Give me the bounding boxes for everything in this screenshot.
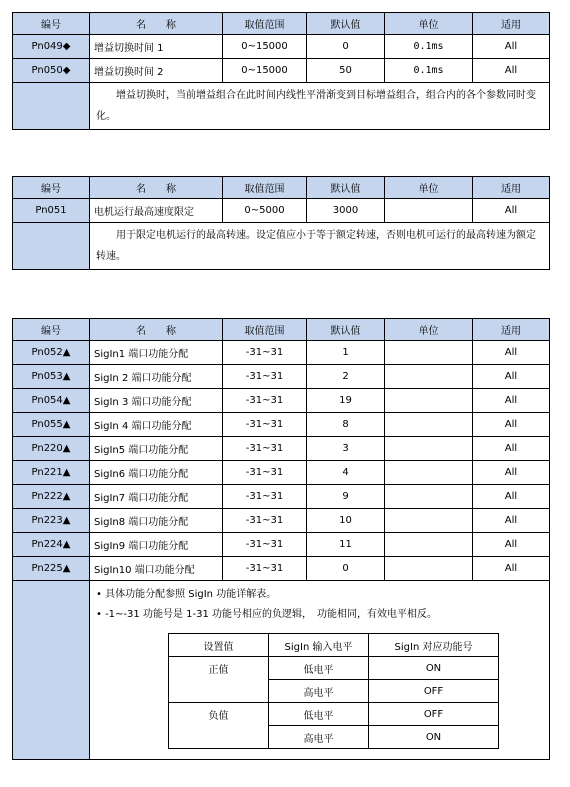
param-range: -31~31 xyxy=(223,557,307,581)
header-range: 取值范围 xyxy=(223,319,307,341)
table-row xyxy=(13,413,550,437)
param-apply: All xyxy=(473,341,550,365)
param-default: 8 xyxy=(307,413,385,437)
header-name: 名 称 xyxy=(90,177,223,199)
param-range: -31~31 xyxy=(223,509,307,533)
param-apply: All xyxy=(473,509,550,533)
param-name: SigIn7 端口功能分配 xyxy=(90,485,223,509)
sub-function: ON xyxy=(369,657,499,680)
param-code: Pn054▲ xyxy=(13,389,90,413)
param-name: SigIn10 端口功能分配 xyxy=(90,557,223,581)
sub-header-level: SigIn 输入电平 xyxy=(269,634,369,657)
param-unit xyxy=(385,199,473,223)
param-unit xyxy=(385,437,473,461)
param-name: 增益切换时间 2 xyxy=(90,59,223,83)
param-range: -31~31 xyxy=(223,365,307,389)
sigin-logic-table xyxy=(168,633,499,749)
param-unit xyxy=(385,557,473,581)
table-row xyxy=(13,509,550,533)
param-default: 9 xyxy=(307,485,385,509)
param-unit xyxy=(385,365,473,389)
sub-level: 高电平 xyxy=(269,726,369,749)
param-default: 50 xyxy=(307,59,385,83)
param-default: 11 xyxy=(307,533,385,557)
param-unit xyxy=(385,533,473,557)
param-name: SigIn 3 端口功能分配 xyxy=(90,389,223,413)
param-code: Pn049◆ xyxy=(13,35,90,59)
param-name: SigIn 4 端口功能分配 xyxy=(90,413,223,437)
param-apply: All xyxy=(473,437,550,461)
description-spacer xyxy=(13,83,90,130)
param-default: 2 xyxy=(307,365,385,389)
param-range: -31~31 xyxy=(223,341,307,365)
table-row xyxy=(13,341,550,365)
param-unit xyxy=(385,509,473,533)
param-code: Pn224▲ xyxy=(13,533,90,557)
param-default: 10 xyxy=(307,509,385,533)
param-code: Pn222▲ xyxy=(13,485,90,509)
header-range: 取值范围 xyxy=(223,13,307,35)
header-unit: 单位 xyxy=(385,177,473,199)
table-row xyxy=(13,437,550,461)
param-name: SigIn 2 端口功能分配 xyxy=(90,365,223,389)
header-code: 编号 xyxy=(13,177,90,199)
param-unit xyxy=(385,461,473,485)
param-unit: 0.1ms xyxy=(385,35,473,59)
header-default: 默认值 xyxy=(307,177,385,199)
header-apply: 适用 xyxy=(473,177,550,199)
param-apply: All xyxy=(473,485,550,509)
param-name: SigIn1 端口功能分配 xyxy=(90,341,223,365)
param-description: 增益切换时，当前增益组合在此时间内线性平滑渐变到目标增益组合，组合内的各个参数同时变化。 xyxy=(90,83,550,130)
param-default: 3000 xyxy=(307,199,385,223)
header-default: 默认值 xyxy=(307,319,385,341)
table-row xyxy=(13,557,550,581)
param-apply: All xyxy=(473,35,550,59)
param-code: Pn223▲ xyxy=(13,509,90,533)
param-range: -31~31 xyxy=(223,533,307,557)
description-row xyxy=(13,223,550,270)
param-apply: All xyxy=(473,389,550,413)
param-range: 0~15000 xyxy=(223,59,307,83)
sub-function: OFF xyxy=(369,703,499,726)
param-unit xyxy=(385,413,473,437)
sub-header-row xyxy=(169,634,499,657)
table-row xyxy=(13,533,550,557)
param-apply: All xyxy=(473,461,550,485)
param-code: Pn051 xyxy=(13,199,90,223)
header-default: 默认值 xyxy=(307,13,385,35)
param-table-gain-switch xyxy=(12,12,550,130)
header-name: 名 称 xyxy=(90,13,223,35)
param-apply: All xyxy=(473,533,550,557)
header-apply: 适用 xyxy=(473,13,550,35)
param-apply: All xyxy=(473,59,550,83)
param-name: 增益切换时间 1 xyxy=(90,35,223,59)
param-default: 0 xyxy=(307,557,385,581)
param-table-speed-limit xyxy=(12,176,550,270)
param-notes xyxy=(90,581,550,760)
param-name: SigIn8 端口功能分配 xyxy=(90,509,223,533)
param-range: -31~31 xyxy=(223,437,307,461)
sub-function: ON xyxy=(369,726,499,749)
param-unit xyxy=(385,341,473,365)
param-default: 3 xyxy=(307,437,385,461)
param-default: 0 xyxy=(307,35,385,59)
table-row xyxy=(13,389,550,413)
table-row xyxy=(13,461,550,485)
param-code: Pn050◆ xyxy=(13,59,90,83)
header-apply: 适用 xyxy=(473,319,550,341)
table-header-row xyxy=(13,319,550,341)
table-row xyxy=(13,35,550,59)
param-apply: All xyxy=(473,365,550,389)
header-unit: 单位 xyxy=(385,319,473,341)
description-spacer xyxy=(13,223,90,270)
param-description: 用于限定电机运行的最高转速。设定值应小于等于额定转速，否则电机可运行的最高转速为额定转速。 xyxy=(90,223,550,270)
param-code: Pn220▲ xyxy=(13,437,90,461)
table-row xyxy=(13,485,550,509)
sub-header-setting: 设置值 xyxy=(169,634,269,657)
param-table-sigin-assign xyxy=(12,318,550,760)
table-row xyxy=(13,365,550,389)
table-header-row xyxy=(13,13,550,35)
param-code: Pn052▲ xyxy=(13,341,90,365)
table-header-row xyxy=(13,177,550,199)
header-range: 取值范围 xyxy=(223,177,307,199)
description-row xyxy=(13,83,550,130)
param-name: SigIn5 端口功能分配 xyxy=(90,437,223,461)
param-name: SigIn6 端口功能分配 xyxy=(90,461,223,485)
param-default: 1 xyxy=(307,341,385,365)
sub-level: 低电平 xyxy=(269,657,369,680)
param-apply: All xyxy=(473,557,550,581)
table-row xyxy=(13,59,550,83)
param-range: -31~31 xyxy=(223,485,307,509)
param-range: -31~31 xyxy=(223,389,307,413)
sub-setting-positive: 正值 xyxy=(169,657,269,703)
header-code: 编号 xyxy=(13,319,90,341)
header-code: 编号 xyxy=(13,13,90,35)
note-line-1: • 具体功能分配参照 SigIn 功能详解表。 xyxy=(96,589,277,600)
description-row xyxy=(13,581,550,760)
sub-row xyxy=(169,657,499,680)
param-unit: 0.1ms xyxy=(385,59,473,83)
param-code: Pn225▲ xyxy=(13,557,90,581)
param-code: Pn055▲ xyxy=(13,413,90,437)
sub-function: OFF xyxy=(369,680,499,703)
param-apply: All xyxy=(473,413,550,437)
param-code: Pn053▲ xyxy=(13,365,90,389)
param-name: 电机运行最高速度限定 xyxy=(90,199,223,223)
note-line-2: • -1~-31 功能号是 1-31 功能号相应的负逻辑， 功能相同，有效电平相反。 xyxy=(96,609,437,620)
param-unit xyxy=(385,389,473,413)
description-spacer xyxy=(13,581,90,760)
header-name: 名 称 xyxy=(90,319,223,341)
param-default: 4 xyxy=(307,461,385,485)
sub-level: 低电平 xyxy=(269,703,369,726)
param-name: SigIn9 端口功能分配 xyxy=(90,533,223,557)
param-range: -31~31 xyxy=(223,413,307,437)
table-row xyxy=(13,199,550,223)
param-range: 0~5000 xyxy=(223,199,307,223)
sub-header-function: SigIn 对应功能号 xyxy=(369,634,499,657)
sub-row xyxy=(169,703,499,726)
sub-setting-negative: 负值 xyxy=(169,703,269,749)
param-code: Pn221▲ xyxy=(13,461,90,485)
param-range: 0~15000 xyxy=(223,35,307,59)
param-range: -31~31 xyxy=(223,461,307,485)
sub-level: 高电平 xyxy=(269,680,369,703)
param-apply: All xyxy=(473,199,550,223)
header-unit: 单位 xyxy=(385,13,473,35)
param-unit xyxy=(385,485,473,509)
param-default: 19 xyxy=(307,389,385,413)
